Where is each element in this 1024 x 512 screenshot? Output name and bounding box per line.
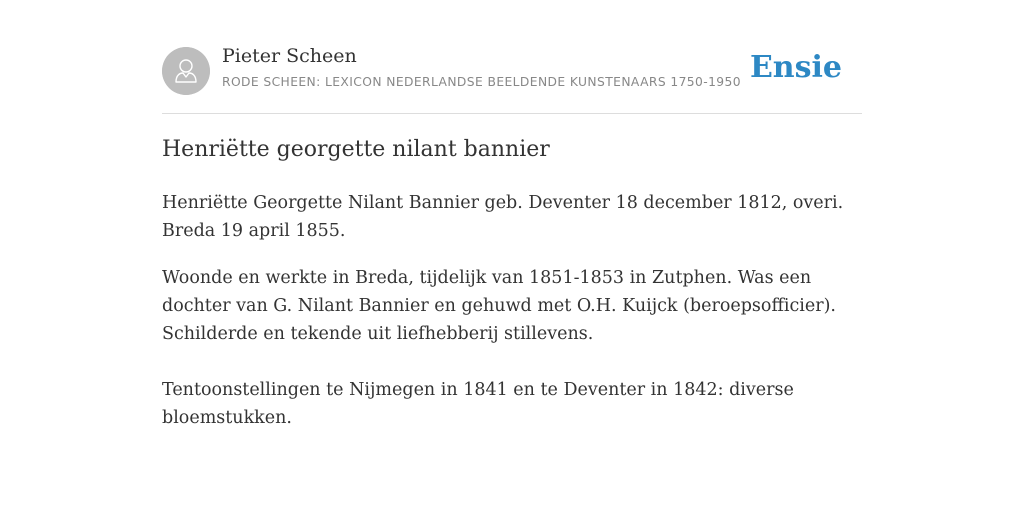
user-icon — [162, 47, 210, 95]
source-name[interactable]: RODE SCHEEN: LEXICON NEDERLANDSE BEELDENDE KUNSTENAARS 1750-1950 — [222, 75, 741, 89]
header — [162, 0, 862, 114]
article-paragraph: Woonde en werkte in Breda, tijdelijk van 1851-1853 in Zutphen. Was een dochter van G. Nilant Bannier en gehuwd met O.H. Kuijck (beroepsofficier). Schilderde en tekende uit liefhebberij stillevens. — [162, 268, 836, 344]
ensie-logo[interactable]: Ensie — [749, 50, 842, 85]
article-paragraph: Henriëtte Georgette Nilant Bannier geb. Deventer 18 december 1812, overi. Breda 19 april 1855. — [162, 193, 844, 241]
article-title: Henriëtte georgette nilant bannier — [162, 137, 550, 162]
article-body — [162, 189, 862, 432]
page-container — [162, 0, 862, 428]
author-name[interactable]: Pieter Scheen — [222, 45, 357, 67]
article-paragraph: Tentoonstellingen te Nijmegen in 1841 en te Deventer in 1842: diverse bloemstukken. — [162, 380, 794, 428]
author-avatar[interactable] — [162, 47, 210, 95]
